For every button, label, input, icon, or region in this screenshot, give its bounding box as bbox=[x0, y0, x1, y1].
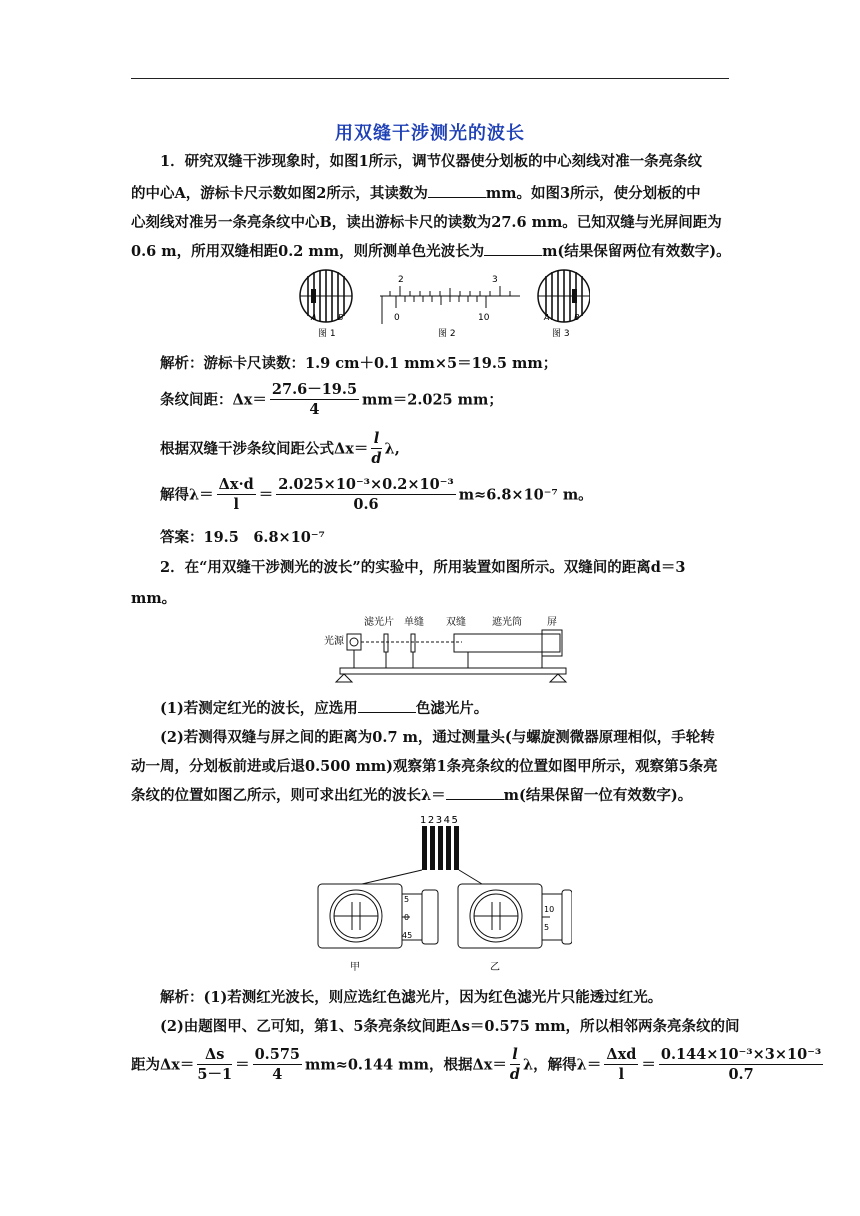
jia-scale-45: 45 bbox=[402, 931, 413, 940]
fraction: $\frac{\text{0.144×10⁻³×3×10⁻³}}{0.7}$ bbox=[660, 1046, 822, 1083]
q1-line3: 心刻线对准另一条亮条纹中心B，读出游标卡尺的读数为27.6 mm。已知双缝与光屏间距为 bbox=[131, 214, 722, 231]
fraction: $\frac{l}{d}$ bbox=[371, 430, 382, 467]
fraction: $\frac{\text{Δxd}}{l}$ bbox=[606, 1046, 637, 1083]
vernier-tick-10: 10 bbox=[478, 313, 490, 323]
fig1-eyepiece bbox=[300, 270, 352, 339]
fraction: $\frac{\Delta x\cdot d}{l}$ bbox=[218, 476, 254, 513]
q2-micrometer-figure bbox=[312, 812, 572, 976]
q2-part1: (1)若测定红光的波长，应选用 色滤光片。 bbox=[160, 700, 489, 717]
scale-tick-3: 3 bbox=[492, 275, 498, 285]
vernier-tick-0: 0 bbox=[394, 313, 400, 323]
single-slit-label: 单缝 bbox=[404, 617, 424, 628]
fringe-numbers: 12345 bbox=[420, 815, 460, 826]
q1-figures bbox=[290, 266, 590, 342]
jia-caption: 甲 bbox=[350, 962, 360, 973]
header-rule bbox=[131, 78, 729, 79]
fig2-vernier bbox=[380, 275, 520, 339]
tube-label: 遮光筒 bbox=[492, 617, 522, 628]
q2-part2-line2: 动一周，分划板前进或后退0.500 mm)观察第1条亮条纹的位置如图甲所示，观察第5条亮 bbox=[131, 758, 718, 775]
scale-tick-2: 2 bbox=[398, 275, 404, 285]
yi-scale-5: 5 bbox=[544, 923, 550, 932]
point-A-label: A bbox=[544, 313, 550, 322]
q1-line2: 的中心A，游标卡尺示数如图2所示，其读数为 mm。如图3所示，使分划板的中 bbox=[131, 185, 701, 202]
fraction: $\frac{\Delta s}{5-1}$ bbox=[197, 1046, 233, 1083]
q2-solution-line3: 距为Δx＝ $\frac{\Delta s}{5-1}$ ＝ $\frac{0.575}{4}$ mm≈0.144 mm，根据Δx＝ $\frac{l}{d}$ λ，解得λ＝ $\frac{\text{Δxd}}{l}$ ＝ $\frac{\text{0.144×10⁻³×3×10⁻³}}{0.7}$ bbox=[131, 1046, 822, 1083]
q2-apparatus-figure bbox=[322, 614, 572, 686]
page-title: 用双缝干涉测光的波长 bbox=[335, 123, 525, 144]
light-source-label: 光源 bbox=[324, 636, 344, 647]
q1-answer: 答案：19.5 6.8×10⁻⁷ bbox=[160, 529, 325, 546]
q1-solution-line3: 根据双缝干涉条纹间距公式Δx＝ $\frac{l}{d}$ λ, bbox=[160, 430, 400, 467]
point-B-label: B bbox=[338, 313, 344, 322]
jia-scale-0: 0 bbox=[404, 913, 410, 922]
q2-part2-line1: (2)若测得双缝与屏之间的距离为0.7 m，通过测量头(与螺旋测微器原理相似，手轮转 bbox=[160, 729, 715, 746]
fraction: $\frac{l}{d}$ bbox=[509, 1046, 521, 1083]
q1-line1: 1．研究双缝干涉现象时，如图1所示，调节仪器使分划板的中心刻线对准一条亮条纹 bbox=[160, 153, 703, 170]
fig1-caption: 图 1 bbox=[318, 329, 336, 339]
q2-solution-line2: (2)由题图甲、乙可知，第1、5条亮条纹间距Δs＝0.575 mm，所以相邻两条亮条纹的间 bbox=[160, 1018, 740, 1035]
fraction: $\frac{27.6-19.5}{4}$ bbox=[271, 381, 358, 418]
q2-part2-line3: 条纹的位置如图乙所示，则可求出红光的波长λ＝ m(结果保留一位有效数字)。 bbox=[131, 787, 693, 804]
fig3-caption: 图 3 bbox=[552, 329, 570, 339]
point-B-label: B bbox=[574, 313, 580, 322]
answer-blank[interactable] bbox=[446, 785, 504, 800]
answer-blank[interactable] bbox=[484, 241, 542, 256]
answer-blank[interactable] bbox=[428, 183, 486, 198]
double-slit-label: 双缝 bbox=[446, 617, 466, 628]
yi-caption: 乙 bbox=[490, 962, 500, 973]
point-A-label: A bbox=[311, 313, 317, 322]
jia-scale-5: 5 bbox=[404, 895, 410, 904]
filter-label: 滤光片 bbox=[364, 617, 394, 628]
q2-line1: 2．在“用双缝干涉测光的波长”的实验中，所用装置如图所示。双缝间的距离d＝3 bbox=[160, 559, 686, 576]
q1-solution-line1: 解析：游标卡尺读数：1.9 cm＋0.1 mm×5＝19.5 mm； bbox=[160, 355, 558, 372]
q2-line2: mm。 bbox=[131, 590, 177, 607]
fraction: $\frac{0.575}{4}$ bbox=[254, 1046, 300, 1083]
q2-solution-line1: 解析：(1)若测红光波长，则应选红色滤光片，因为红色滤光片只能透过红光。 bbox=[160, 989, 663, 1006]
q1-line4: 0.6 m，所用双缝相距0.2 mm，则所测单色光波长为 m(结果保留两位有效数字)。 bbox=[131, 243, 731, 260]
fig3-eyepiece bbox=[538, 270, 590, 339]
answer-blank[interactable] bbox=[358, 698, 416, 713]
yi-scale-10: 10 bbox=[544, 905, 555, 914]
screen-label: 屏 bbox=[547, 617, 557, 628]
q1-solution-line2: 条纹间距：Δx＝ $\frac{27.6-19.5}{4}$ mm＝2.025 mm； bbox=[160, 381, 503, 418]
q1-paragraph bbox=[131, 147, 729, 176]
q1-solution-line4: 解得λ＝ $\frac{\Delta x\cdot d}{l}$ ＝ $\frac{\text{2.025×10⁻³×0.2×10⁻³}}{0.6}$ m≈6.8×10⁻⁷ m。 bbox=[160, 476, 593, 513]
fig2-caption: 图 2 bbox=[438, 329, 456, 339]
fraction: $\frac{\text{2.025×10⁻³×0.2×10⁻³}}{0.6}$ bbox=[278, 476, 454, 513]
